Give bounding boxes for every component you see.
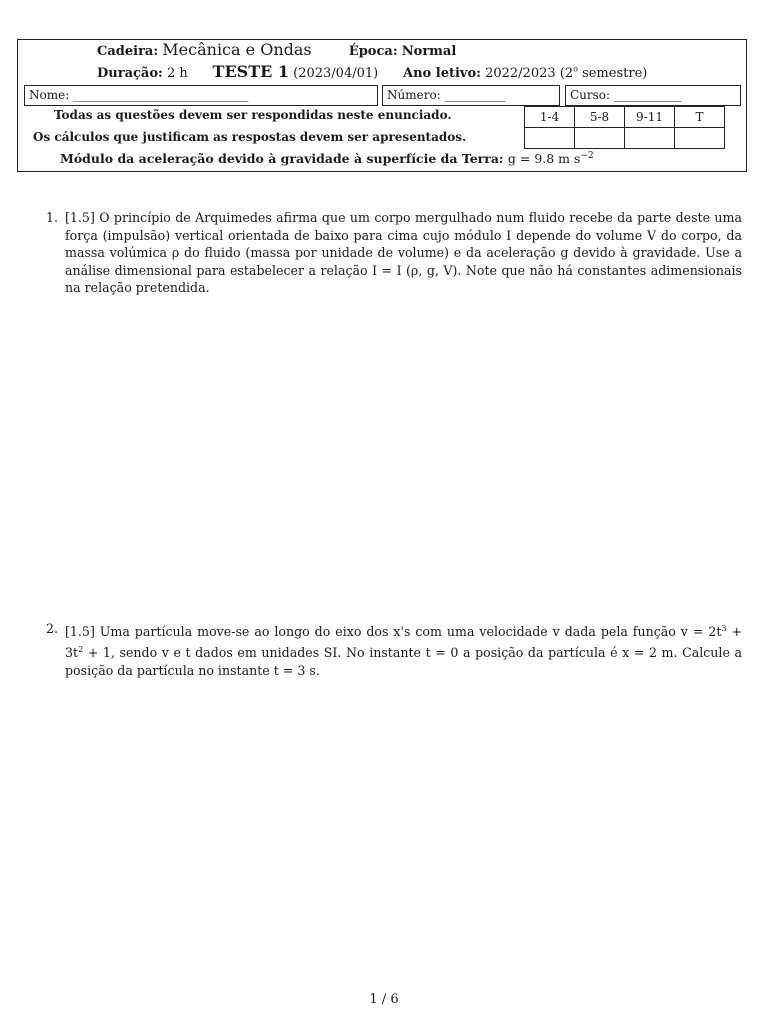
score-header-1-4: 1-4 [525, 107, 575, 128]
question-2 [46, 620, 742, 679]
question-2-sup1: 3 [721, 624, 727, 633]
score-header-row [525, 107, 725, 128]
question-2-sup2: 2 [78, 644, 84, 654]
page-number: 1 / 6 [369, 992, 399, 1007]
question-1-number: 1. [46, 210, 59, 225]
test-line [97, 62, 647, 81]
cadeira-label: Cadeira: [97, 44, 159, 59]
curso-label: Curso: [570, 88, 611, 102]
note-answer-here: Todas as questões devem ser respondidas neste enunciado. [54, 108, 452, 122]
nome-dashes: __________________________ [73, 88, 248, 102]
duracao-value: 2 h [166, 66, 188, 81]
nome-label: Nome: [29, 88, 70, 102]
ano-label: Ano letivo: [403, 66, 481, 81]
question-1-text: [1.5] O princípio de Arquimedes afirma que um corpo mergulhado num fluido recebe da parte deste uma força (impulsão) vertical orientada de baixo para cima cujo módulo I depende do volume V do corpo, da massa volúmica ρ do fluido (massa por unidade de volume) e da aceleração g devido à gravidade. Use a análise dimensional para estabelecer a relação I = I (ρ, g, V). Note que não há constantes adimensionais na relação pretendida. [65, 210, 742, 296]
teste-title: TESTE 1 [212, 62, 289, 81]
score-value-row [525, 128, 725, 149]
gravity-exponent: −2 [580, 151, 594, 161]
score-cell-5-8[interactable] [575, 128, 625, 149]
exam-header [17, 39, 747, 172]
score-header-5-8: 5-8 [575, 107, 625, 128]
question-2-number: 2. [46, 621, 59, 636]
question-2-text-part2: + 3t [65, 624, 742, 660]
numero-field[interactable] [382, 85, 560, 106]
duracao-label: Duração: [97, 66, 163, 81]
ano-sup: o [573, 64, 578, 74]
curso-field[interactable] [565, 85, 741, 106]
cadeira-value: Mecânica e Ondas [162, 40, 312, 59]
gravity-label: Módulo da aceleração devido à gravidade à superfície da Terra: [60, 151, 504, 167]
epoca-label: Época: [348, 44, 398, 59]
nome-field[interactable] [24, 85, 378, 106]
score-header-total: T [675, 107, 725, 128]
question-2-text [65, 620, 742, 679]
score-table [524, 106, 725, 149]
numero-dashes: _________ [444, 88, 506, 102]
question-2-text-part3: + 1, sendo v e t dados em unidades SI. No instante t = 0 a posição da partícula é x = 2 m. Calcule a posição da partícula no instante t = 3 s. [65, 644, 742, 678]
gravity-formula: g = 9.8 m s [507, 151, 581, 167]
score-header-9-11: 9-11 [625, 107, 675, 128]
score-cell-9-11[interactable] [625, 128, 675, 149]
note-show-work: Os cálculos que justificam as respostas devem ser apresentados. [33, 130, 467, 144]
score-cell-1-4[interactable] [525, 128, 575, 149]
score-cell-total[interactable] [675, 128, 725, 149]
question-1 [46, 209, 742, 297]
curso-dashes: __________ [613, 88, 682, 102]
ano-value: 2022/2023 (2 [485, 66, 574, 81]
teste-date: (2023/04/01) [293, 66, 379, 81]
numero-label: Número: [387, 88, 441, 102]
gravity-line [60, 151, 594, 166]
epoca-value: Normal [401, 44, 457, 59]
ano-suffix: semestre) [577, 66, 648, 81]
course-line [97, 40, 456, 59]
question-2-text-part1: [1.5] Uma partícula move-se ao longo do eixo dos x's com uma velocidade v dada pela função v = 2t [65, 624, 722, 640]
